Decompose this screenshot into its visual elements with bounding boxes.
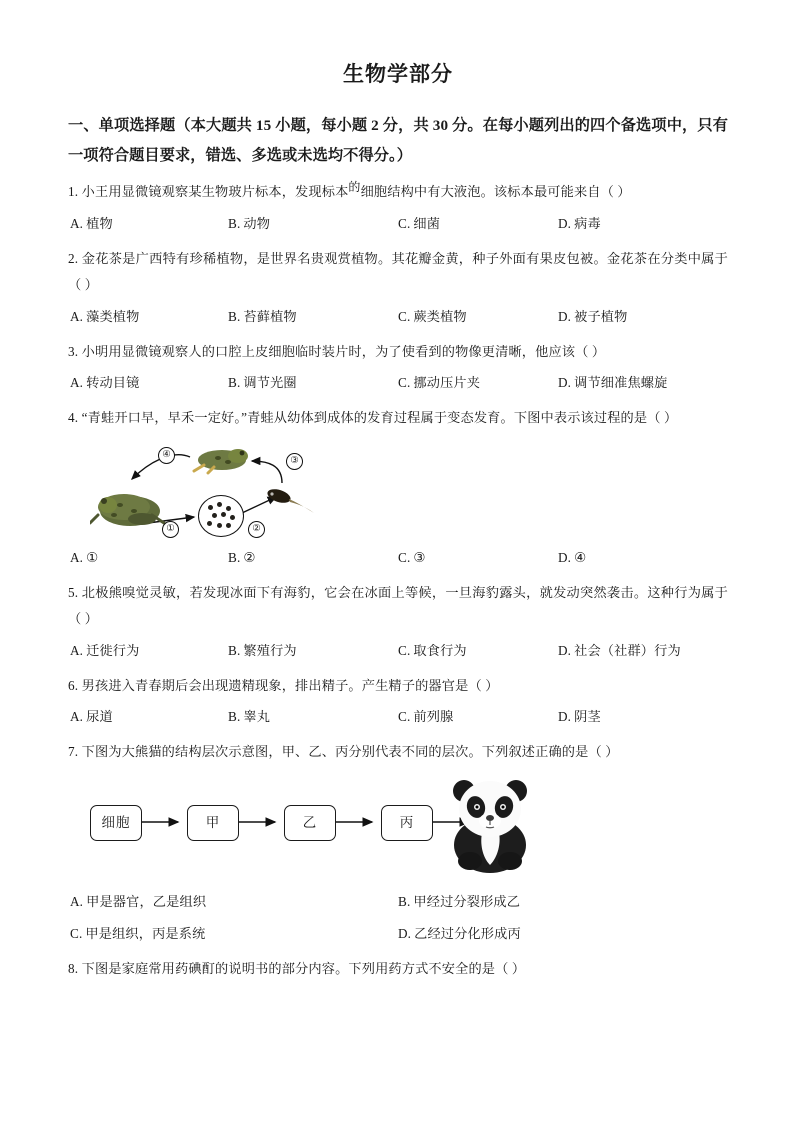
option-text: 调节细准焦螺旋 (574, 375, 668, 391)
option-text: 病毒 (574, 216, 601, 232)
option-text: 苔藓植物 (243, 308, 297, 324)
question-8-stem: 下图是家庭常用药碘酊的说明书的部分内容。下列用药方式不安全的是（ ） (81, 961, 526, 977)
option-key: B. (228, 709, 241, 725)
question-7-stem: 下图为大熊猫的结构层次示意图，甲、乙、丙分别代表不同的层次。下列叙述正确的是（ ） (81, 744, 619, 760)
option-key: D. (558, 550, 572, 566)
question-1-stem-before: 小王用显微镜观察某生物玻片标本，发现标本 (81, 184, 349, 200)
option-text: 植物 (86, 216, 113, 232)
panda-photo (442, 771, 538, 877)
option-key: A. (70, 308, 84, 324)
question-7-options-row-1 (68, 889, 728, 915)
question-2-option-d[interactable] (558, 304, 627, 330)
option-key: A. (70, 216, 84, 232)
option-text: 细菌 (413, 216, 441, 232)
option-key: A. (70, 550, 84, 566)
option-text: 阴茎 (574, 709, 601, 725)
option-text: 甲经过分裂形成乙 (413, 894, 521, 910)
frog-step-label-2: ② (248, 521, 265, 538)
option-text: 调节光圈 (243, 375, 297, 391)
option-text: 前列腺 (413, 709, 454, 725)
option-key: C. (398, 550, 411, 566)
question-2-stem: 金花茶是广西特有珍稀植物，是世界名贵观赏植物。其花瓣金黄，种子外面有果皮包被。金花茶在分类中属于（ ） (68, 251, 728, 292)
option-text: 被子植物 (574, 308, 628, 324)
option-key: D. (558, 308, 572, 324)
frog-step-label-4: ④ (158, 447, 175, 464)
option-key: C. (398, 216, 411, 232)
option-key: B. (228, 642, 241, 658)
option-text: 藻类植物 (86, 308, 140, 324)
question-3-option-a[interactable] (70, 370, 139, 396)
section-instruction: 一、单项选择题（本大题共 15 小题，每小题 2 分，共 30 分。在每小题列出的四个备选项中，只有一项符合题目要求，错选、多选或未选均不得分。） (68, 117, 728, 164)
question-4-option-a[interactable] (70, 545, 98, 571)
question-1 (68, 179, 728, 205)
hierarchy-box-cell: 细胞 (90, 805, 142, 841)
frog-step-label-3: ③ (286, 453, 303, 470)
option-text: 迁徙行为 (86, 642, 140, 658)
question-2-option-a[interactable] (70, 304, 139, 330)
question-4 (68, 405, 728, 431)
page-title: 生物学部分 (343, 62, 453, 86)
question-6-number: 6. (68, 677, 79, 693)
question-4-option-d[interactable] (558, 545, 586, 571)
question-7-number: 7. (68, 744, 79, 760)
question-8 (68, 956, 728, 982)
question-2-number: 2. (68, 251, 79, 267)
question-5-option-d[interactable] (558, 638, 681, 664)
option-text: ③ (413, 550, 426, 566)
option-text: 繁殖行为 (243, 642, 297, 658)
page-content (68, 0, 728, 982)
option-text: 动物 (243, 216, 271, 232)
question-3-option-b[interactable] (228, 370, 297, 396)
question-1-number: 1. (68, 184, 79, 200)
question-5-stem: 北极熊嗅觉灵敏，若发现冰面下有海豹，它会在冰面上等候，一旦海豹露头，就发动突然袭击。这种行为属于（ ） (68, 585, 728, 626)
question-7-options-row-2 (68, 921, 728, 947)
frog-eggs-cluster (198, 495, 244, 537)
question-3-options (68, 370, 728, 396)
question-5-options (68, 638, 728, 664)
option-text: ① (86, 550, 99, 566)
question-2-options (68, 304, 728, 330)
question-1-option-d[interactable] (558, 211, 601, 237)
question-2-option-b[interactable] (228, 304, 297, 330)
question-6-options (68, 704, 728, 730)
option-key: D. (398, 926, 412, 942)
option-key: D. (558, 709, 572, 725)
option-text: 睾丸 (243, 709, 271, 725)
option-key: A. (70, 642, 84, 658)
option-key: C. (398, 375, 411, 391)
question-3-option-d[interactable] (558, 370, 668, 396)
question-7-option-d[interactable] (398, 921, 521, 947)
question-6-option-c[interactable] (398, 704, 453, 730)
question-4-option-b[interactable] (228, 545, 256, 571)
option-key: A. (70, 709, 84, 725)
option-key: B. (228, 216, 241, 232)
question-1-stem-after: 细胞结构中有大液泡。该标本最可能来自（ ） (360, 184, 631, 200)
option-key: C. (398, 308, 411, 324)
question-5-option-b[interactable] (228, 638, 297, 664)
question-6-option-a[interactable] (70, 704, 113, 730)
question-4-stem: “青蛙开口早，早禾一定好。”青蛙从幼体到成体的发育过程属于变态发育。下图中表示该过程的是（ ） (81, 410, 678, 426)
tadpole-illustration (264, 485, 316, 515)
question-4-number: 4. (68, 410, 79, 426)
frog-step-label-1: ① (162, 521, 179, 538)
adult-frog-illustration (90, 485, 168, 529)
question-6 (68, 673, 728, 699)
frog-life-cycle-diagram (86, 439, 356, 539)
question-8-number: 8. (68, 961, 79, 977)
question-5-option-a[interactable] (70, 638, 139, 664)
question-7-option-b[interactable] (398, 889, 520, 915)
question-7 (68, 739, 728, 765)
young-frog-illustration (190, 445, 250, 475)
option-key: D. (558, 375, 572, 391)
question-6-stem: 男孩进入青春期后会出现遗精现象，排出精子。产生精子的器官是（ ） (81, 677, 499, 693)
option-text: 转动目镜 (86, 375, 140, 391)
option-key: B. (228, 308, 241, 324)
question-2 (68, 246, 728, 297)
question-1-option-c[interactable] (398, 211, 440, 237)
option-text: 社会（社群）行为 (574, 642, 681, 658)
hierarchy-box-bing: 丙 (381, 805, 433, 841)
option-text: 甲是器官，乙是组织 (86, 894, 207, 910)
option-key: C. (398, 642, 411, 658)
option-key: A. (70, 375, 84, 391)
option-text: 尿道 (86, 709, 113, 725)
question-1-stem-raised: 的 (348, 180, 361, 195)
question-7-option-c[interactable] (70, 921, 205, 947)
option-key: A. (70, 894, 84, 910)
option-text: ② (243, 550, 256, 566)
question-7-option-a[interactable] (70, 889, 206, 915)
question-1-option-b[interactable] (228, 211, 270, 237)
question-1-option-a[interactable] (70, 211, 113, 237)
question-3 (68, 339, 728, 365)
option-text: 取食行为 (413, 642, 467, 658)
question-1-options (68, 211, 728, 237)
question-2-option-c[interactable] (398, 304, 467, 330)
option-key: B. (228, 375, 241, 391)
question-5-number: 5. (68, 585, 79, 601)
hierarchy-box-jia: 甲 (187, 805, 239, 841)
option-key: B. (398, 894, 411, 910)
option-text: 乙经过分化形成丙 (414, 926, 521, 942)
option-text: 挪动压片夹 (413, 375, 481, 391)
panda-structure-levels-diagram (90, 775, 540, 883)
option-key: C. (398, 709, 411, 725)
option-text: ④ (574, 550, 587, 566)
hierarchy-box-yi: 乙 (284, 805, 336, 841)
question-6-option-d[interactable] (558, 704, 601, 730)
question-5-option-c[interactable] (398, 638, 467, 664)
option-key: D. (558, 642, 572, 658)
option-key: C. (70, 926, 83, 942)
option-text: 甲是组织，丙是系统 (85, 926, 206, 942)
question-5 (68, 580, 728, 631)
question-3-option-c[interactable] (398, 370, 480, 396)
question-4-options (68, 545, 728, 571)
option-key: D. (558, 216, 572, 232)
question-6-option-b[interactable] (228, 704, 270, 730)
question-3-number: 3. (68, 343, 79, 359)
option-key: B. (228, 550, 241, 566)
question-1-stem (68, 179, 728, 205)
option-text: 蕨类植物 (413, 308, 467, 324)
question-4-option-c[interactable] (398, 545, 426, 571)
question-3-stem: 小明用显微镜观察人的口腔上皮细胞临时装片时，为了使看到的物像更清晰，他应该（ ） (81, 343, 606, 359)
